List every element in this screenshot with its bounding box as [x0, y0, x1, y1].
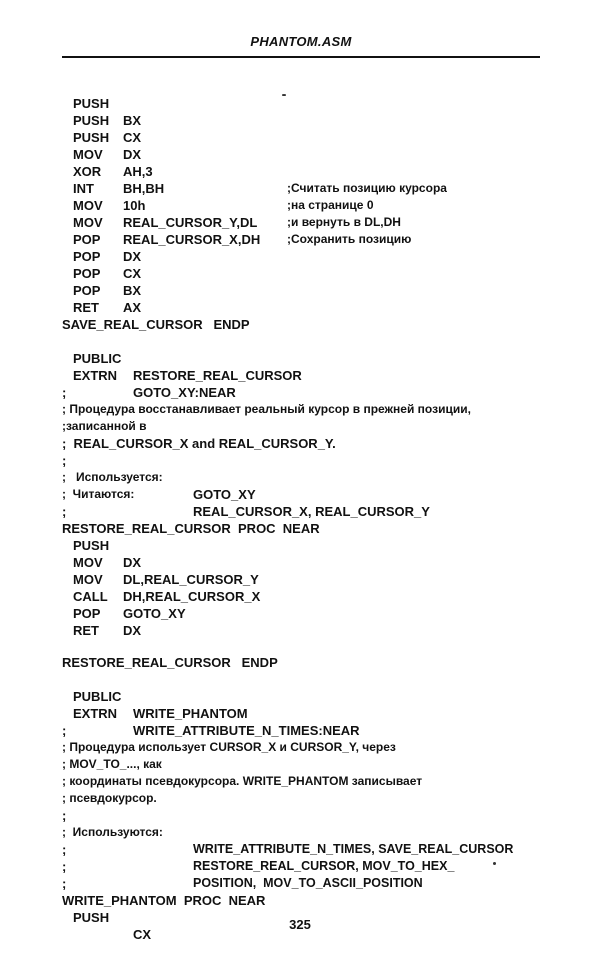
operands: CX	[123, 130, 142, 145]
instruction: POP	[73, 606, 101, 621]
instruction: MOV	[73, 572, 103, 587]
comment-line	[0, 858, 67, 891]
comment-value: RESTORE_REAL_CURSOR, MOV_TO_HEX_	[193, 859, 455, 873]
comment: ; координаты псевдокурсора. WRITE_PHANTOM записывает	[62, 774, 423, 788]
comment: ;	[62, 453, 67, 468]
operands: REAL_CURSOR_X,DH	[123, 232, 261, 247]
instruction: PUBLIC	[73, 689, 122, 704]
comment-label: ;	[62, 859, 67, 874]
comment-line	[0, 773, 157, 805]
code-line	[0, 892, 152, 942]
header-rule	[62, 56, 540, 58]
procedure-start: RESTORE_REAL_CURSOR PROC NEAR	[62, 521, 320, 536]
print-speck	[493, 862, 496, 865]
comment-value: WRITE_ATTRIBUTE_N_TIMES, SAVE_REAL_CURSOR	[193, 842, 514, 856]
operands: 10h	[123, 198, 146, 213]
procedure-start: WRITE_PHANTOM PROC NEAR	[62, 893, 266, 908]
operands: AH,3	[123, 164, 153, 179]
comment-label: ; Используется:	[62, 470, 163, 484]
comment-value: GOTO_XY	[193, 487, 256, 502]
instruction: EXTRN	[73, 368, 118, 383]
operands: GOTO_XY:NEAR	[133, 385, 236, 400]
instruction: XOR	[73, 164, 102, 179]
instruction: INT	[73, 181, 94, 196]
operands: GOTO_XY	[123, 606, 186, 621]
instruction: PUSH	[73, 113, 110, 128]
operands: DX	[123, 555, 142, 570]
comment-label: ;	[62, 842, 67, 857]
print-speck	[282, 94, 286, 96]
instruction: POP	[73, 283, 101, 298]
comment-label: ; Читаются:	[62, 487, 135, 501]
comment: ;Считать позицию курсора	[287, 181, 447, 195]
comment: ;Сохранить позицию	[287, 232, 412, 246]
comment: ; Процедура восстанавливает реальный курсор в прежней позиции,	[62, 402, 471, 416]
instruction: MOV	[73, 215, 103, 230]
operands: AX	[123, 300, 142, 315]
instruction: RET	[73, 623, 99, 638]
comment: ; Процедура использует CURSOR_X и CURSOR_Y, через	[62, 740, 396, 754]
comment-line	[0, 705, 67, 738]
operands: RESTORE_REAL_CURSOR	[133, 368, 302, 383]
operands: DL,REAL_CURSOR_Y	[123, 572, 259, 587]
comment-label: ; Используются:	[62, 825, 163, 839]
instruction: POP	[73, 266, 101, 281]
operands: BX	[123, 283, 142, 298]
instruction: MOV	[73, 198, 103, 213]
instruction: PUSH	[73, 96, 110, 111]
operands: BH,BH	[123, 181, 165, 196]
running-header: PHANTOM.ASM	[250, 34, 352, 49]
operands: WRITE_ATTRIBUTE_N_TIMES:NEAR	[133, 723, 360, 738]
comment: ;	[62, 385, 67, 400]
instruction: MOV	[73, 555, 103, 570]
operands: DH,REAL_CURSOR_X	[123, 589, 261, 604]
comment: ;	[62, 876, 67, 891]
comment-line	[0, 739, 162, 771]
comment: ; REAL_CURSOR_X and REAL_CURSOR_Y.	[62, 436, 336, 451]
comment: ; MOV_TO_..., как	[62, 757, 162, 771]
code-line	[0, 637, 278, 670]
comment: ; псевдокурсор.	[62, 791, 157, 805]
comment-value: POSITION, MOV_TO_ASCII_POSITION	[193, 876, 423, 890]
operands: DX	[123, 623, 142, 638]
operands: BX	[123, 113, 142, 128]
comment-line	[0, 790, 67, 823]
comment: ;	[62, 504, 67, 519]
instruction: EXTRN	[73, 706, 118, 721]
comment-line	[0, 435, 67, 468]
procedure-end: SAVE_REAL_CURSOR ENDP	[62, 317, 250, 332]
comment: ;	[62, 808, 67, 823]
operands: CX	[133, 927, 152, 942]
operands: CX	[123, 266, 142, 281]
instruction: CALL	[73, 589, 108, 604]
instruction: PUSH	[73, 538, 110, 553]
comment-line	[0, 807, 514, 856]
operands: WRITE_PHANTOM	[133, 706, 248, 721]
instruction: MOV	[73, 147, 103, 162]
code-line	[0, 875, 266, 908]
comment-line	[0, 367, 67, 400]
instruction: PUSH	[73, 910, 110, 925]
operands: DX	[123, 249, 142, 264]
comment: ;и вернуть в DL,DH	[287, 215, 401, 229]
instruction: PUSH	[73, 130, 110, 145]
instruction: RET	[73, 300, 99, 315]
instruction: POP	[73, 249, 101, 264]
comment: ;записанной в	[62, 419, 147, 433]
page-number: 325	[289, 917, 311, 932]
procedure-end: RESTORE_REAL_CURSOR ENDP	[62, 655, 278, 670]
code-line	[0, 78, 142, 128]
instruction: POP	[73, 232, 101, 247]
comment-line	[0, 486, 67, 519]
instruction: PUBLIC	[73, 351, 122, 366]
comment: ;	[62, 723, 67, 738]
comment: ;на странице 0	[287, 198, 374, 212]
comment-line	[0, 401, 147, 433]
comment-value: REAL_CURSOR_X, REAL_CURSOR_Y	[193, 504, 430, 519]
operands: REAL_CURSOR_Y,DL	[123, 215, 258, 230]
operands: DX	[123, 147, 142, 162]
